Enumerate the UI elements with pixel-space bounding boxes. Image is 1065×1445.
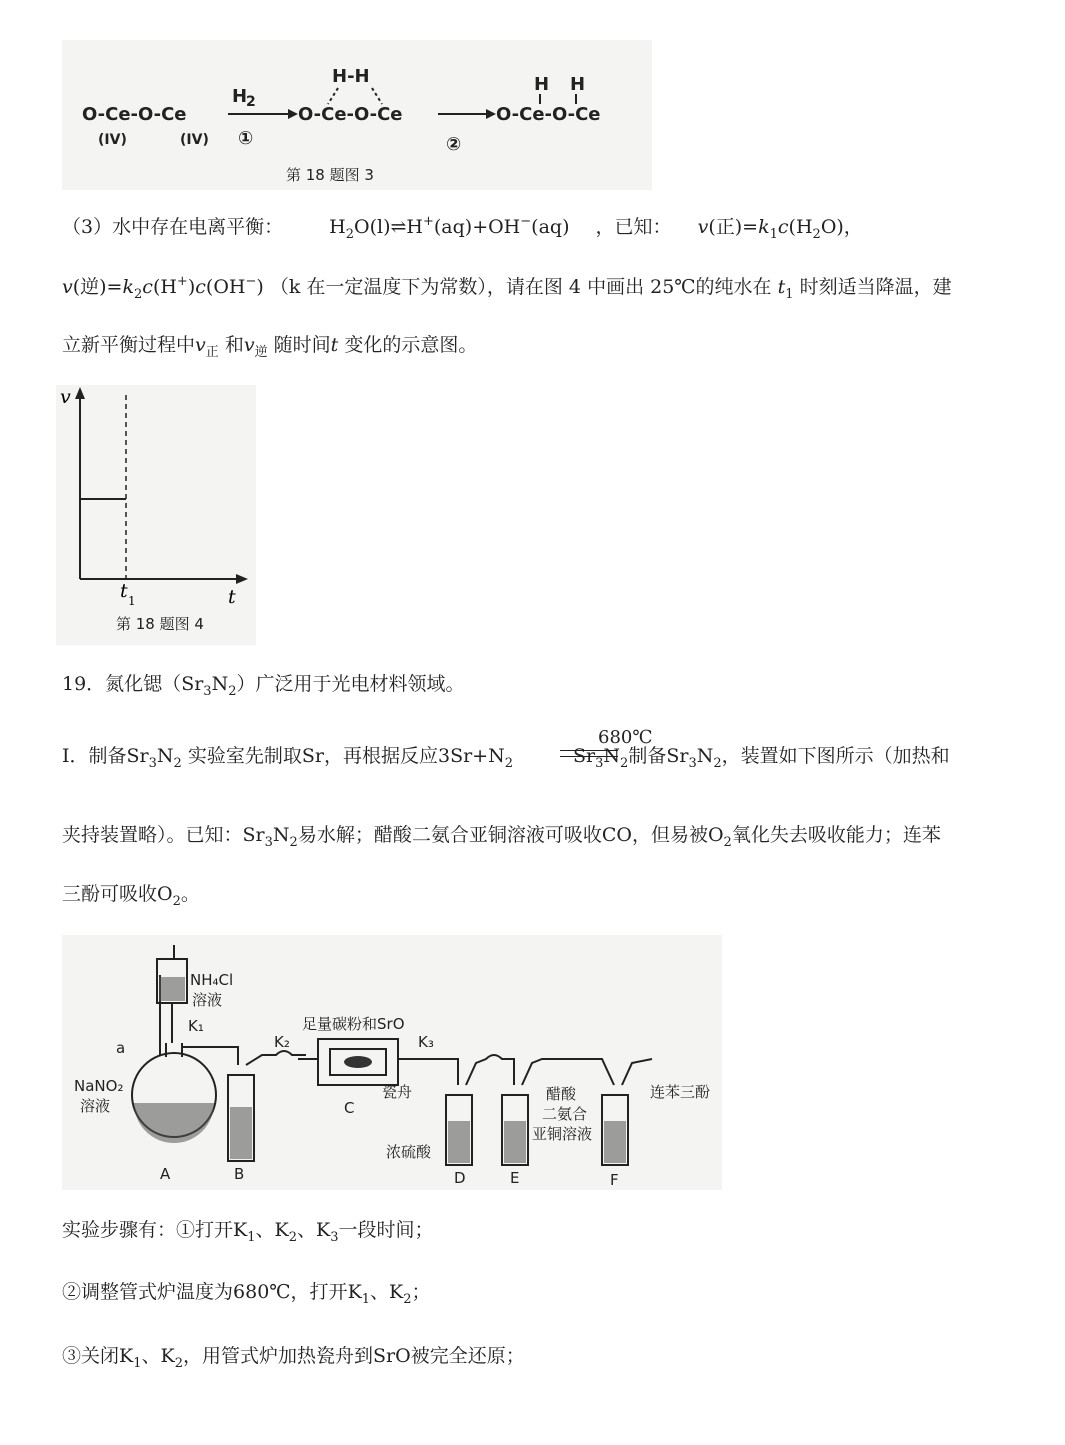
apparatus-figure <box>62 935 722 1190</box>
mid-chain: O-Ce-O-Ce <box>298 104 403 125</box>
k3-label: K₃ <box>418 1033 434 1051</box>
carbon-sro-label: 足量碳粉和SrO <box>302 1015 405 1033</box>
pyrogallol-label: 连苯三酚 <box>650 1083 711 1101</box>
x-axis-label: t <box>228 586 236 608</box>
h2so4-label: 浓硫酸 <box>386 1143 432 1161</box>
h-h-label: H-H <box>332 66 370 87</box>
q19-title: 19．氮化锶$(Sr_3N_2)$广泛用于光电材料领域。 <box>62 673 465 699</box>
boat-icon <box>344 1056 372 1068</box>
figure-18-4 <box>56 385 256 645</box>
t1-label: t <box>120 580 128 602</box>
q19-part1: Ⅰ．制备$Sr_3N_2$ 实验室先制取Sr，再根据反应$3Sr+N_2$ $Sr_3N_2$制备$Sr_3N_2$，装置如下图所示（加热和 <box>62 745 950 771</box>
c-label: C <box>344 1099 355 1117</box>
q3-line1: （3）水中存在电离平衡： $H_2O(l)\rightleftharpoons H^+(aq)+OH^-(aq)$ ，已知： v(正)$=k_1c(H_2O)$， <box>62 214 863 242</box>
left-chain: O-Ce-O-Ce <box>82 104 187 125</box>
right-chain: O-Ce-O-Ce <box>496 104 601 125</box>
step-2: ② <box>446 134 462 155</box>
q3-line2: v(逆)$=k_2c(H^+)c(OH^-)$ （k 在一定温度下为常数），请在图 4 中画出 25℃的纯水在 $t_1$ 时刻适当降温，建 <box>62 274 952 302</box>
q19-line2: 夹持装置略）。已知：$Sr_3N_2$易水解；醋酸二氨合亚铜溶液可吸收CO，但易被$O_2$氧化失去吸收能力；连苯 <box>62 824 941 850</box>
fig4-caption: 第 18 题图 4 <box>116 615 204 633</box>
label-b: B <box>234 1165 245 1183</box>
t1-sub: 1 <box>128 594 136 608</box>
step-3: ③关闭$K_1$、$K_2$，用管式炉加热瓷舟到SrO被完全还原； <box>62 1345 525 1371</box>
label-f: F <box>610 1171 619 1189</box>
nano2-solution-label: 溶液 <box>80 1097 111 1115</box>
cu-label-1: 醋酸 <box>546 1085 577 1103</box>
nh4cl-solution-label: 溶液 <box>192 991 223 1009</box>
q3-line3: 立新平衡过程中$v_正$ 和$v_逆$ 随时间t 变化的示意图。 <box>62 334 478 360</box>
nano2-label: NaNO₂ <box>74 1077 124 1095</box>
q19-line3: 三酚可吸收$O_2$。 <box>62 883 200 909</box>
a-label: a <box>116 1039 126 1057</box>
reagent-h2: H <box>232 86 248 107</box>
nh4cl-label: NH₄Cl <box>190 971 234 989</box>
boat-label: 瓷舟 <box>382 1083 413 1101</box>
reagent-h2-sub: 2 <box>246 94 256 110</box>
figure-18-3 <box>62 40 652 190</box>
h-atom-2: H <box>570 74 586 95</box>
k1-label: K₁ <box>188 1017 204 1035</box>
label-a-flask: A <box>160 1165 171 1183</box>
reaction-temp: 680℃ <box>598 727 653 748</box>
step-1: 实验步骤有：①打开$K_1$、$K_2$、$K_3$一段时间； <box>62 1219 434 1245</box>
label-d: D <box>454 1169 466 1187</box>
cu-label-2: 二氨合 <box>542 1105 588 1123</box>
ox-state-2: (IV) <box>180 132 209 148</box>
step-2: ②调整管式炉温度为680℃，打开$K_1$、$K_2$； <box>62 1281 431 1307</box>
label-e: E <box>510 1169 520 1187</box>
cu-label-3: 亚铜溶液 <box>532 1125 593 1143</box>
step-1: ① <box>238 128 254 149</box>
k2-label: K₂ <box>274 1033 290 1051</box>
h-atom-1: H <box>534 74 550 95</box>
ox-state-1: (IV) <box>98 132 127 148</box>
y-axis-label: v <box>60 386 71 408</box>
fig3-caption: 第 18 题图 3 <box>286 166 374 184</box>
